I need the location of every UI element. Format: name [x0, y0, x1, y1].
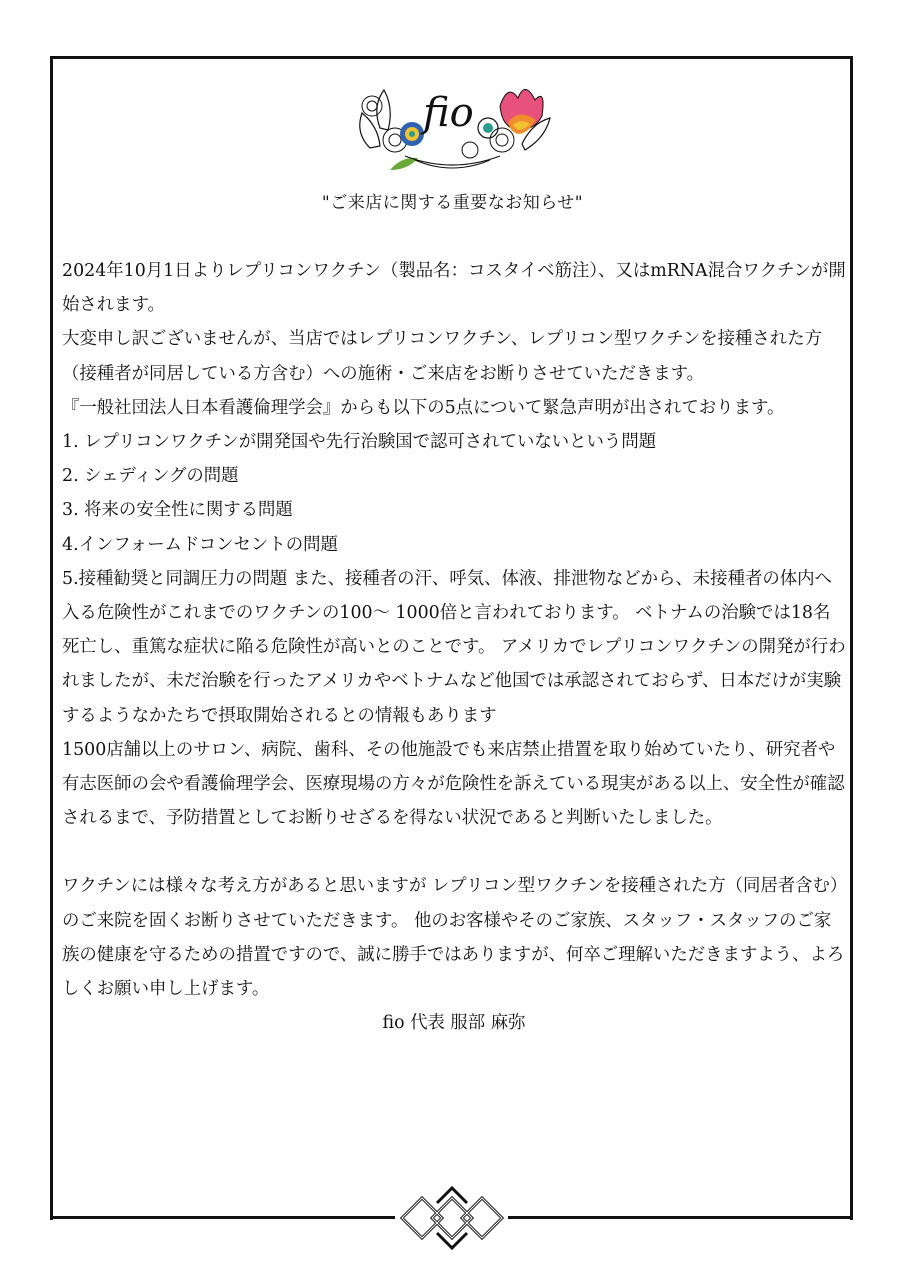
list-item-4: 4.インフォームドコンセントの問題	[62, 534, 338, 555]
signature: fio 代表 服部 麻弥	[382, 1013, 526, 1034]
frame-border-right	[850, 56, 853, 1220]
list-item-5: 5.接種勧奨と同調圧力の問題 また、接種者の汗、呼気、体液、排泄物などから、未接種者の体内へ入る危険性がこれまでのワクチンの100〜 1000倍と言われております。 ベトナムの治験では18名死亡し、重篤な症状に陥る危険性が高いとのことです。 アメリカでレプリコンワクチンの開発が行われましたが、未だ治験を行ったアメリカやベトナムなど他国では承認されておらず、日本だけが実験するようなかたちで摂取開始されるとの情報もあります	[62, 568, 846, 726]
paragraph-statement: 『一般社団法人日本看護倫理学会』からも以下の5点について緊急声明が出されております。	[62, 397, 785, 418]
paragraph-decision: 1500店舗以上のサロン、病院、歯科、その他施設でも来店禁止措置を取り始めていたり、研究者や有志医師の会や看護倫理学会、医療現場の方々が危険性を訴えている現実がある以上、安全性が確認されるまで、予防措置としてお断りせざるを得ない状況であると判断いたしました。	[62, 739, 845, 829]
frame-border-top	[50, 56, 853, 59]
notice-body	[62, 254, 846, 1040]
paragraph-closing: ワクチンには様々な考え方があると思いますが レプリコン型ワクチンを接種された方（同居者含む）のご来院を固くお断りさせていただきます。 他のお客様やそのご家族、スタッフ・スタッフのご家族の健康を守るための措置ですので、誠に勝手ではありますが、何卒ご理解いただきますよう、よろしくお願い申し上げます。	[62, 876, 845, 1000]
paragraph-vaccine-start: 2024年10月1日よりレプリコンワクチン（製品名：コスタイベ筋注）、又はmRNA混合ワクチンが開始されます。	[62, 261, 846, 316]
list-item-3: 3. 将来の安全性に関する問題	[62, 500, 293, 521]
frame-border-bottom-right	[508, 1216, 853, 1219]
frame-border-bottom-left	[50, 1216, 395, 1219]
list-item-2: 2. シェディングの問題	[62, 466, 239, 487]
list-item-1: 1. レプリコンワクチンが開発国や先行治験国で認可されていないという問題	[62, 432, 657, 453]
paragraph-refusal: 大変申し訳ございませんが、当店ではレプリコンワクチン、レプリコン型ワクチンを接種された方（接種者が同居している方含む）への施術・ご来店をお断りさせていただきます。	[62, 329, 822, 384]
fio-floral-logo	[350, 78, 555, 173]
logo-text: fio	[423, 90, 474, 136]
decorative-knot-ornament	[392, 1182, 512, 1254]
notice-title: "ご来店に関する重要なお知らせ"	[321, 193, 584, 213]
frame-border-left	[50, 56, 53, 1220]
